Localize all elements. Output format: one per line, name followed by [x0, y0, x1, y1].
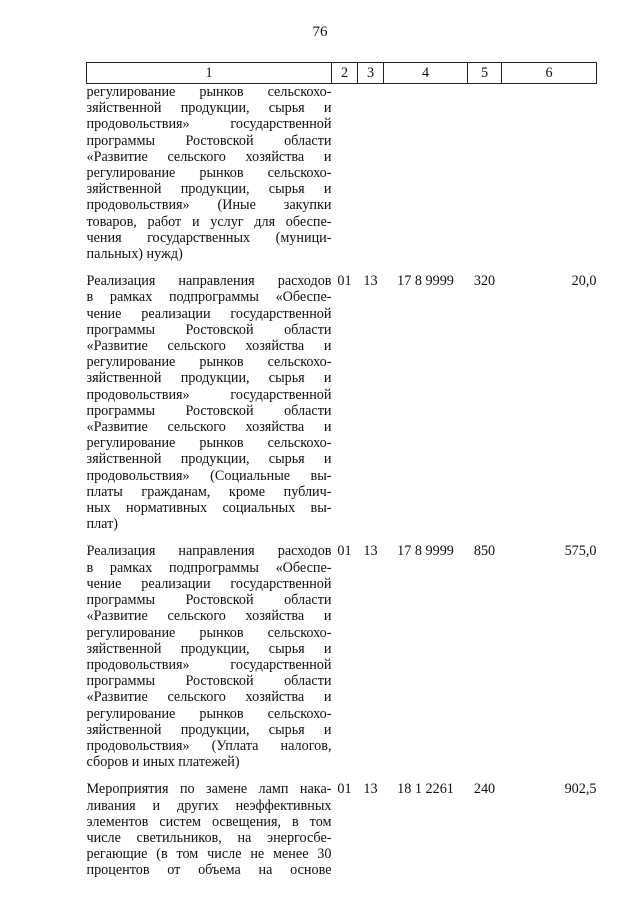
description-line: продовольствия» государственной	[86, 116, 332, 133]
description-line: «Развитие сельского хозяйства и	[86, 338, 332, 355]
section-code: 01	[337, 543, 352, 560]
expense-type-code: 850	[473, 543, 496, 560]
description-line: платы гражданам, кроме публич-	[86, 483, 332, 500]
table-header-row	[87, 63, 597, 84]
section-code	[332, 84, 358, 263]
budget-table	[86, 62, 597, 879]
column-header-1: 1	[87, 63, 332, 84]
row-description	[87, 770, 332, 878]
description-line: продовольствия» государственной	[86, 386, 332, 403]
description-line: элементов систем освещения, в том	[86, 813, 332, 830]
description-line: товаров, работ и услуг для обеспе-	[86, 213, 332, 230]
description-line: пальных) нужд)	[86, 246, 183, 263]
description-line: продовольствия» (Уплата налогов,	[86, 737, 332, 754]
column-header-5: 5	[468, 63, 502, 84]
target-article-code: 17 8 9999	[397, 273, 454, 290]
description-line: числе светильников, на энергосбе-	[86, 829, 332, 846]
description-line: регулирование рынков сельскохо-	[86, 354, 332, 371]
amount-value: 902,5	[564, 781, 597, 798]
description-line: сборов и иных платежей)	[86, 754, 240, 771]
subsection-code: 13	[363, 543, 378, 560]
description-line: «Развитие сельского хозяйства и	[86, 419, 332, 436]
table-row	[87, 770, 597, 878]
section-code: 01	[337, 781, 352, 798]
description-line: «Развитие сельского хозяйства и	[86, 689, 332, 706]
description-line: программы Ростовской области	[86, 592, 332, 609]
description-line: в рамках подпрограммы «Обеспе-	[86, 289, 332, 306]
row-description	[87, 84, 332, 263]
description-line: Мероприятия по замене ламп нака-	[86, 781, 332, 798]
column-header-3: 3	[358, 63, 384, 84]
description-line: плат)	[86, 516, 119, 533]
description-line: ливания и других неэффективных	[86, 797, 332, 814]
description-line: зяйственной продукции, сырья и	[86, 451, 332, 468]
amount-value: 20,0	[571, 273, 597, 290]
amount-value	[502, 84, 597, 263]
target-article-code: 18 1 2261	[397, 781, 454, 798]
description-line: зяйственной продукции, сырья и	[86, 100, 332, 117]
description-line: программы Ростовской области	[86, 673, 332, 690]
description-line: программы Ростовской области	[86, 321, 332, 338]
subsection-code: 13	[363, 781, 378, 798]
description-line: зяйственной продукции, сырья и	[86, 721, 332, 738]
description-line: «Развитие сельского хозяйства и	[86, 148, 332, 165]
description-line: регулирование рынков сельскохо-	[86, 705, 332, 722]
section-code: 01	[337, 273, 352, 290]
table-row	[87, 262, 597, 532]
target-article-code: 17 8 9999	[397, 543, 454, 560]
description-line: регающие (в том числе не менее 30	[86, 846, 332, 863]
description-line: Реализация направления расходов	[86, 273, 332, 290]
column-header-4: 4	[384, 63, 468, 84]
description-line: зяйственной продукции, сырья и	[86, 370, 332, 387]
description-line: регулирование рынков сельскохо-	[86, 624, 332, 641]
description-line: продовольствия» (Иные закупки	[86, 197, 332, 214]
column-header-6: 6	[502, 63, 597, 84]
description-line: программы Ростовской области	[86, 132, 332, 149]
expense-type-code	[468, 84, 502, 263]
description-line: «Развитие сельского хозяйства и	[86, 608, 332, 625]
description-line: чения государственных (муници-	[86, 229, 332, 246]
description-line: зяйственной продукции, сырья и	[86, 640, 332, 657]
table-row	[87, 532, 597, 770]
expense-type-code: 240	[473, 781, 496, 798]
column-header-2: 2	[332, 63, 358, 84]
page-number: 76	[312, 24, 328, 40]
table-row	[87, 84, 597, 263]
row-description	[87, 262, 332, 532]
description-line: регулирование рынков сельскохо-	[86, 435, 332, 452]
description-line: зяйственной продукции, сырья и	[86, 181, 332, 198]
description-line: регулирование рынков сельскохо-	[86, 165, 332, 182]
description-line: Реализация направления расходов	[86, 543, 332, 560]
amount-value: 575,0	[564, 543, 597, 560]
description-line: чение реализации государственной	[86, 575, 332, 592]
table-body	[87, 84, 597, 879]
description-line: продовольствия» (Социальные вы-	[86, 467, 332, 484]
target-article-code	[384, 84, 468, 263]
description-line: процентов от объема на основе	[86, 862, 332, 879]
row-description	[87, 532, 332, 770]
subsection-code: 13	[363, 273, 378, 290]
description-line: регулирование рынков сельскохо-	[86, 84, 332, 100]
description-line: продовольствия» государственной	[86, 656, 332, 673]
description-line: в рамках подпрограммы «Обеспе-	[86, 559, 332, 576]
description-line: программы Ростовской области	[86, 402, 332, 419]
description-line: чение реализации государственной	[86, 305, 332, 322]
expense-type-code: 320	[473, 273, 496, 290]
subsection-code	[358, 84, 384, 263]
description-line: ных нормативных социальных вы-	[86, 500, 332, 517]
